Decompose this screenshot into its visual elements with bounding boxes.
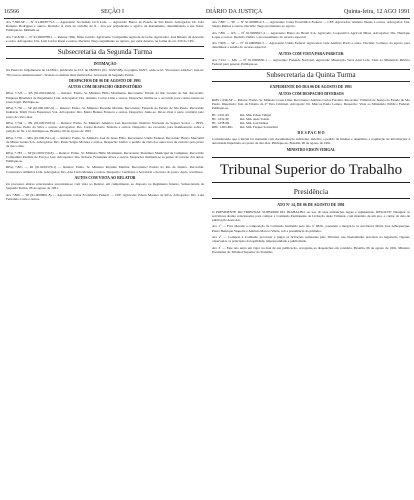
right-column: [212, 20, 410, 256]
paragraph: REsp 7.801 — RJ (91.0001576-1) — Relator: Exmo. Sr. Ministro Peçanha Martins. Recorrente: Estado do Rio de Janeiro. Recorrida: Construtora Atlântica Ltda. Advogados: Drs. Ana Lúcia Mendes e outros. Despacho: Certifique a Secretaria o decurso do prazo. Após, conclusos.: [6, 165, 204, 174]
paragraph: AG 7.396-SP — Nº 91.0009773-3 — Agravante: Sociedade Civil Ltda. — Agravado: Banco do Estado de São Paulo. Advogados: Dr. João Romano Rodrigues e outros. Decisão: À vista da certidão de fl. , dou por prejudicado o agravo de instrumento, determinando a sua baixa. Publique-se. Intimem-se.: [6, 20, 204, 33]
paragraph: Art. 2º — Compete à Comissão processar e julgar as licitações realizadas pelo Tribunal, nas modalidades previstas na legislação vigente, observados os princípios da legalidade, impessoalidade e publicidade.: [212, 235, 410, 244]
paragraph: REsp 7.744 — PR (91.0001503-6) — Relator: Exmo. Sr. Ministro Américo Luz. Recorrente: Instituto Nacional do Seguro Social — INSS. Recorridos: Pedro da Silva e outros. Advogados: Drs. Carlos Roberto Teixeira e outros. Despacho: Ao recorrido para manifestação sobre a petição de fls. 112. Publique-se. Brasília, 06 de agosto de 1991.: [6, 121, 204, 134]
table-cell: RHC 1.063-MG: [212, 124, 233, 129]
table-cell: HC 1.052-SP: [212, 116, 230, 121]
despacho-word: D E S P A C H O: [297, 130, 325, 135]
paragraph: REsp 7.725 — RS (91.0001460-9) — Relator: Exmo. Sr. Ministro Hélio Mosimann. Recorrente: Estado do Rio Grande do Sul. Recorrido: Empresa Brasileira de Engenharia Ltda. Advogados: Drs. Antônio Carlos Lima e outros. Despacho: Intime-se o recorrido para contra-razões no prazo legal. Publique-se.: [6, 91, 204, 104]
ato-heading: ATO Nº 14, DE 06 DE AGOSTO DE 1991: [277, 203, 345, 208]
vista-heading: AUTOS COM VISTA AO RELATOR: [74, 175, 136, 180]
paragraph: Os processos abaixo relacionados encontram-se com vista ao Relator, em cumprimento ao disposto no Regimento Interno. Subsecretaria da Segunda Turma, 06 de agosto de 1991.: [6, 182, 204, 191]
paragraph: REsp 7.759 — MG (91.0001521-4) — Relator: Exmo. Sr. Ministro José de Jesus Filho. Recorrente: União Federal. Recorrido: Banco Mercantil de Minas Gerais S/A. Advogados: Drs. Paulo Sérgio Moreira e outros. Despacho: Defiro o pedido de vista dos autos fora de cartório pelo prazo de cinco dias.: [6, 135, 204, 149]
paragraph: RMS 1.036-SP — Relator: Exmo. Sr. Ministro Costa Lima. Recorrente: Antônio Carlos Ferreira. Recorrido: Tribunal de Justiça do Estado de São Paulo. Impetrado: Juiz de Direito da 2ª Vara Criminal. Advogado: Dr. Marcos Paulo Lemos. Despacho: Vista ao Ministério Público Federal. Publique-se.: [212, 97, 410, 111]
journal-title: DIÁRIO DA JUSTIÇA: [205, 9, 263, 15]
issue-date: Quinta-feira, 12 AGO 1991: [344, 9, 410, 15]
case-table: [212, 113, 410, 129]
paragraph: AG 7.887 — SP — Nº 91.0009812-3 — Agravante: Caixa Econômica Federal — CEF. Agravados: Antônio Nunes e outros. Advogados: Drs. Sérgio Ramos e outros. Decisão: Nego provimento ao agravo.: [212, 20, 410, 29]
table-cell: Rel. Min. Assis Toledo: [240, 116, 270, 121]
section-title: Subsecretaria da Segunda Turma: [6, 46, 204, 59]
paragraph: Art. 3º — Este Ato entra em vigor na data de sua publicação, revogadas as disposições em contrário. Brasília, 06 de agosto de 1991. Ministro Presidente do Tribunal Superior do Trabalho.: [212, 245, 410, 254]
paragraph: AG 7.912 — MG — Nº 91.0009830-1 — Agravante: Fazenda Nacional. Agravada: Mineração Serra Azul Ltda. Vista ao Ministério Público Federal para parecer. Publique-se.: [212, 57, 410, 67]
table-cell: HC 1.041-RJ: [212, 112, 229, 117]
presidencia-title: Presidência: [212, 186, 410, 199]
table-cell: Rel. Min. Edson Vidigal: [240, 112, 272, 117]
section-subtitle: INTIMAÇÃO: [93, 62, 117, 67]
paragraph: AG 7.866 — SP (91.0009801-8) — Agravante: Caixa Econômica Federal — CEF. Agravado: Edson Moreira da Silva. Advogados: Drs. Luiz Fernando Costa e outros.: [6, 192, 204, 201]
paragraph: Considerando que a inicial foi instruída com documentação suficiente, indefiro o pedido de liminar e determino a requisição de informações à autoridade impetrada, no prazo de dez dias. Publique-se. Brasília, 06 de agosto de 1991.: [212, 136, 410, 145]
table-cell: HC 1.058-PR: [212, 120, 230, 125]
table-cell: Rel. Min. Flaquer Scartezzini: [240, 124, 278, 129]
table-row: [212, 125, 410, 129]
section-title: Subsecretaria da Quinta Turma: [212, 69, 410, 82]
table-cell: Rel. Min. José Dantas: [240, 120, 269, 125]
left-column: [6, 20, 204, 203]
paragraph: AG 7.906 — SP — Nº 91.0009826-3 — Agravante: União Federal. Agravados: Luiz Antônio Prado e outro. Decisão: Conheço do agravo para determinar a subida do recurso especial.: [212, 41, 410, 50]
paragraph: REsp 7.783 — SP (91.0001550-8) — Relator: Exmo. Sr. Ministro Hélio Mosimann. Recorrente: Prefeitura Municipal de Campinas. Recorrida: Companhia Paulista de Força e Luz. Advogados: Drs. Roberto Fernandes Alves e outros. Despacho: Intimem-se as partes do retorno dos autos. Publique-se.: [6, 150, 204, 163]
signature: MINISTRO EDSON VIDIGAL: [286, 148, 336, 153]
page-number: 16566: [4, 9, 19, 15]
paragraph: AG 7.418-SP — Nº 91.0009788-1 — Relator: Min. Ilmar Galvão. Agravante: Companhia Agrícola de Leite. Agravados: José Ribeiro de Azevedo e outro. Advogados: Drs. Luiz Carlos Rossi e outros. Decisão: Nego seguimento ao agravo, por estar deserto, na forma do art. 529 do CPC.: [6, 34, 204, 43]
paragraph: Na Pauta de Julgamentos de 14.08.91, publicada no D.J. de 08/08/91 (fls. 10297/98), na página 10297, onde se lê: "Processos adiados", leia-se: "Processos remanescentes", ficando os demais itens inalterados. Secretaria da Segunda Turma.: [6, 68, 204, 77]
paragraph: Art. 1º — Fica alterada a composição da Comissão instituída pelo Ato nº 08/91, passando a integrá-la os servidores Maria José Albuquerque, Paulo Henrique Siqueira e Antônio Marcos Vilela, sob a presidência do primeiro.: [212, 224, 410, 233]
running-header: [4, 6, 410, 19]
paragraph: O PRESIDENTE DO TRIBUNAL SUPERIOR DO TRABALHO, no uso de suas atribuições legais e regimentais, RESOLVE: Designar os servidores abaixo relacionados para compor a Comissão Permanente de Licitação deste Tribunal, com mandato de um ano, a contar da data de publicação deste Ato.: [212, 209, 410, 223]
section-label: SEÇÃO I: [100, 9, 124, 15]
paragraph: REsp 7.730 — SP (91.0001467-6) — Relator: Exmo. Sr. Ministro Peçanha Martins. Recorrente: Fazenda do Estado de São Paulo. Recorrida: Indústria Têxtil Nova Esperança S/A. Advogados: Drs. Maria Helena Fonseca e outros. Despacho: Junte-se. Dê-se vista à parte contrária pelo prazo de cinco dias.: [6, 106, 204, 119]
tribunal-title: Tribunal Superior do Trabalho: [212, 157, 410, 183]
paragraph: AG 7.891 — RS — Nº 91.0009817-4 — Agravante: Banco do Brasil S/A. Agravada: Cooperativa Agrícola Mista. Advogados: Drs. Henrique Lopes e outros. Decisão: Defiro o processamento do recurso especial.: [212, 30, 410, 39]
despacho-heading: DESPACHOS DE 06 DE AGOSTO DE 1991: [69, 79, 141, 83]
despacho-subheading: AUTOS COM DESPACHO ORDINATÓRIO: [68, 85, 142, 90]
expediente-heading: EXPEDIENTE DO DIA 06 DE AGOSTO DE 1991: [270, 85, 352, 90]
expediente-subheading: AUTOS COM DESPACHO DIVERSOS: [278, 91, 344, 96]
vista-parecer-heading: AUTOS COM VISTA PARA PARECER: [278, 51, 344, 56]
